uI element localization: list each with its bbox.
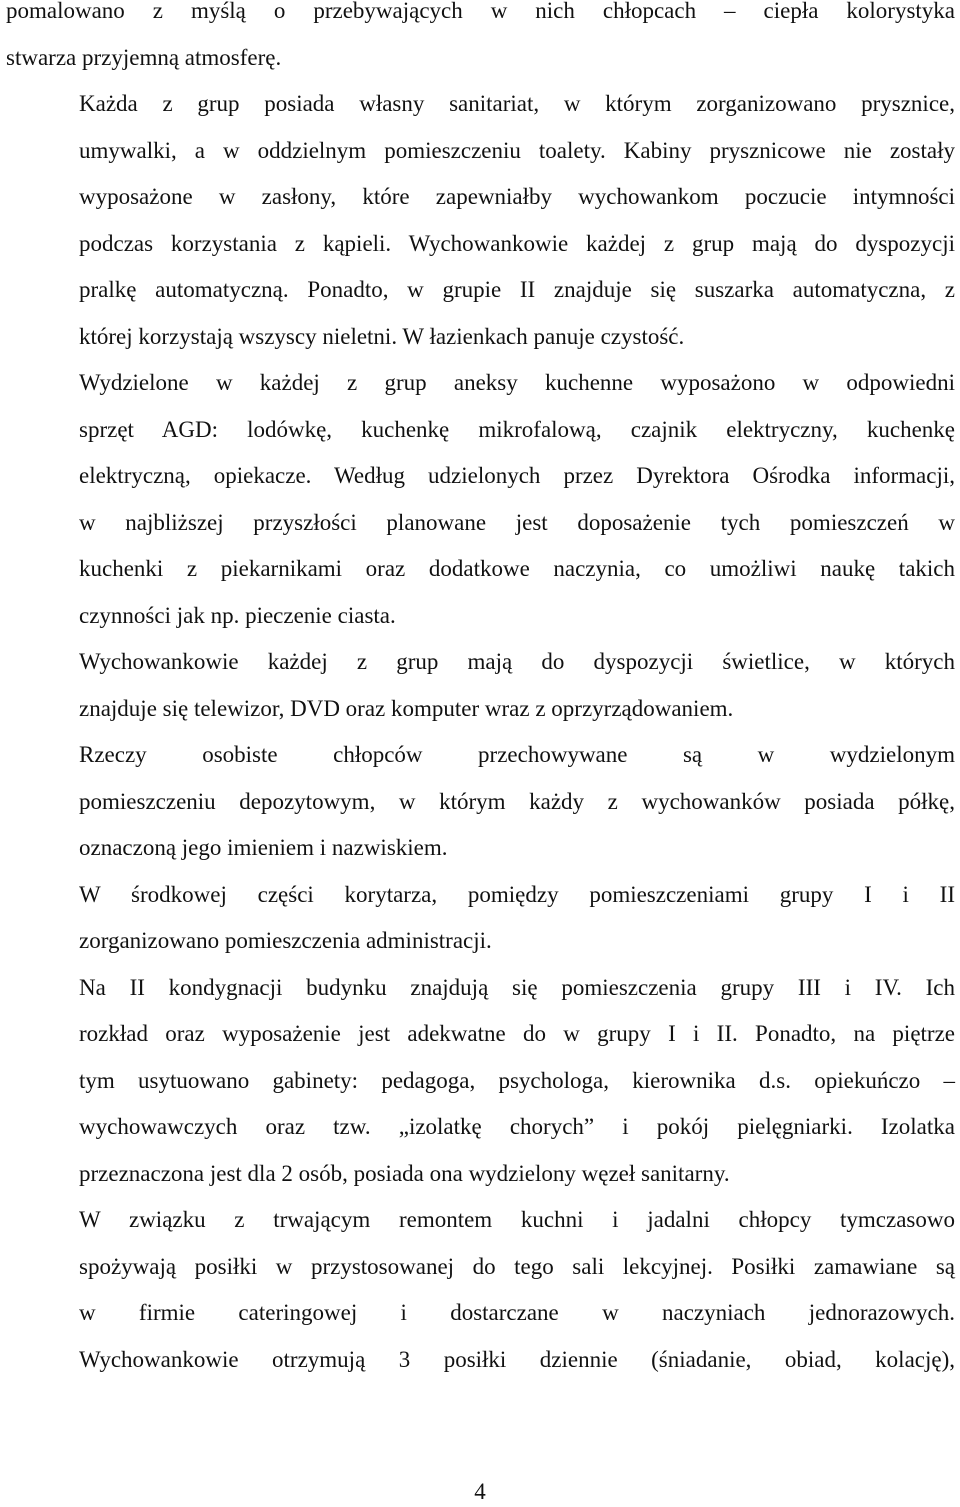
- text-line: umywalki, a w oddzielnym pomieszczeniu toalety. Kabiny prysznicowe nie zostały: [79, 137, 955, 163]
- paragraph: [6, 639, 955, 732]
- paragraph: [6, 732, 955, 872]
- text-line: znajduje się telewizor, DVD oraz komputer wraz z oprzyrządowaniem.: [79, 695, 734, 721]
- text-line: wychowawczych oraz tzw. „izolatkę chorych” i pokój pielęgniarki. Izolatka: [79, 1114, 955, 1139]
- text-line: Na II kondygnacji budynku znajdują się pomieszczenia grupy III i IV. Ich: [79, 974, 955, 1000]
- text-line: pomalowano z myślą o przebywających w nich chłopcach – ciepła kolorystyka: [6, 0, 955, 23]
- text-line: W związku z trwającym remontem kuchni i jadalni chłopcy tymczasowo: [79, 1207, 955, 1232]
- text-line: w najbliższej przyszłości planowane jest doposażenie tych pomieszczeń w: [79, 509, 955, 535]
- text-line: w firmie cateringowej i dostarczane w naczyniach jednorazowych.: [79, 1300, 955, 1325]
- text-line: czynności jak np. pieczenie ciasta.: [79, 602, 396, 628]
- page-number: 4: [474, 1479, 486, 1504]
- text-line: stwarza przyjemną atmosferę.: [6, 44, 282, 70]
- text-line: W środkowej części korytarza, pomiędzy pomieszczeniami grupy I i II: [79, 881, 955, 907]
- text-line: elektryczną, opiekacze. Według udzielonych przez Dyrektora Ośrodka informacji,: [79, 463, 955, 488]
- text-line: sprzęt AGD: lodówkę, kuchenkę mikrofalową, czajnik elektryczny, kuchenkę: [79, 416, 955, 442]
- text-line: podczas korzystania z kąpieli. Wychowankowie każdej z grup mają do dyspozycji: [79, 230, 955, 256]
- document-page: [6, 0, 955, 1383]
- text-line: oznaczoną jego imieniem i nazwiskiem.: [79, 835, 448, 860]
- text-line: Wychowankowie każdej z grup mają do dyspozycji świetlice, w których: [79, 649, 955, 674]
- paragraph: [6, 872, 955, 965]
- text-line: Każda z grup posiada własny sanitariat, w którym zorganizowano prysznice,: [79, 91, 955, 116]
- paragraph: [6, 81, 955, 360]
- text-line: kuchenki z piekarnikami oraz dodatkowe naczynia, co umożliwi naukę takich: [79, 556, 955, 581]
- text-line: tym usytuowano gabinety: pedagoga, psychologa, kierownika d.s. opiekuńczo –: [79, 1067, 955, 1093]
- text-line: spożywają posiłki w przystosowanej do tego sali lekcyjnej. Posiłki zamawiane są: [79, 1253, 955, 1279]
- paragraph: [6, 1197, 955, 1383]
- text-line: pralkę automatyczną. Ponadto, w grupie II znajduje się suszarka automatyczna, z: [79, 277, 955, 302]
- text-line: Wydzielone w każdej z grup aneksy kuchenne wyposażono w odpowiedni: [79, 370, 955, 395]
- paragraph: [6, 0, 955, 81]
- text-line: przeznaczona jest dla 2 osób, posiada ona wydzielony węzeł sanitarny.: [79, 1160, 730, 1186]
- text-line: pomieszczeniu depozytowym, w którym każdy z wychowanków posiada półkę,: [79, 788, 955, 814]
- paragraph: [6, 360, 955, 639]
- text-line: Wychowankowie otrzymują 3 posiłki dziennie (śniadanie, obiad, kolację),: [79, 1346, 955, 1372]
- paragraph: [6, 965, 955, 1198]
- text-line: wyposażone w zasłony, które zapewniałby wychowankom poczucie intymności: [79, 184, 955, 209]
- text-line: której korzystają wszyscy nieletni. W łazienkach panuje czystość.: [79, 323, 685, 349]
- text-line: Rzeczy osobiste chłopców przechowywane są w wydzielonym: [79, 742, 955, 767]
- text-line: rozkład oraz wyposażenie jest adekwatne do w grupy I i II. Ponadto, na piętrze: [79, 1021, 955, 1046]
- text-line: zorganizowano pomieszczenia administracji.: [79, 928, 492, 953]
